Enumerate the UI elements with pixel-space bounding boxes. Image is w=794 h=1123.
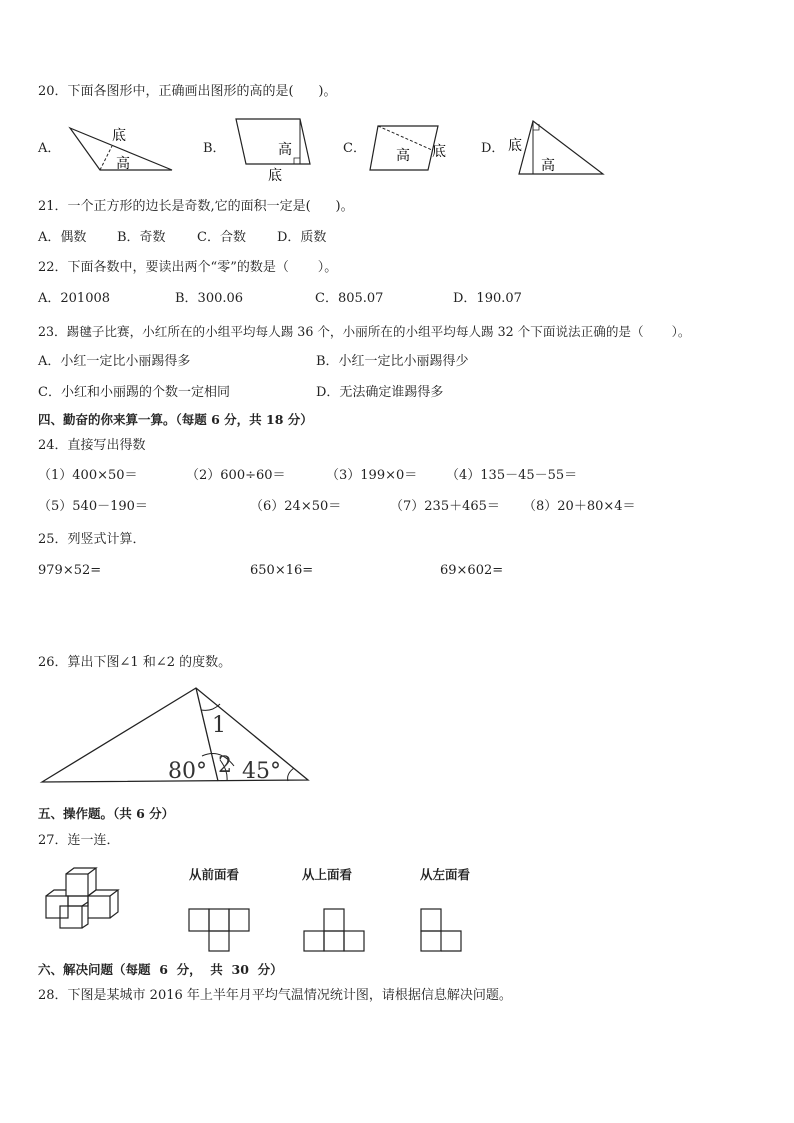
q24-item-1: （1）400×50＝: [38, 468, 138, 483]
q24-item-6: （6）24×50＝: [250, 499, 342, 514]
q26-angle80-label: 80°: [168, 759, 207, 784]
q20-option-a-label: A．: [38, 141, 61, 156]
q27-view-top: 从上面看: [302, 867, 353, 882]
q24-item-8: （8）20＋80×4＝: [523, 499, 636, 514]
q24-item-3: （3）199×0＝: [326, 468, 418, 483]
q27-top-view-figure: [303, 908, 369, 954]
q20-b-height: 高: [278, 142, 292, 158]
q22-stem: 22．下面各数中，要读出两个“零”的数是（ ）。: [38, 260, 338, 275]
q27-view-front: 从前面看: [189, 867, 240, 882]
q25-item-3: 69×602=: [440, 563, 504, 578]
q20-option-c-label: C．: [343, 141, 366, 156]
q20-option-b-label: B．: [203, 141, 226, 156]
q20-b-base: 底: [268, 168, 282, 184]
q23-option-c: C．小红和小丽踢的个数一定相同: [38, 385, 230, 400]
q27-view-left: 从左面看: [420, 867, 471, 882]
q23-stem: 23．踢毽子比赛，小红所在的小组平均每人踢 36 个，小丽所在的小组平均每人踢 32 个下面说法正确的是（ ）。: [38, 324, 691, 339]
q23-option-a: A．小红一定比小丽踢得多: [38, 354, 191, 369]
q24-item-2: （2）600÷60＝: [186, 468, 286, 483]
q26-angle2-label: 2: [218, 753, 232, 778]
q26-stem: 26．算出下图∠1 和∠2 的度数。: [38, 655, 232, 670]
q22-option-b: B．300.06: [175, 291, 244, 306]
section5-title: 五、操作题。（共 6 分）: [38, 806, 175, 821]
q20-a-height: 高: [116, 156, 130, 172]
q24-stem: 24．直接写出得数: [38, 438, 146, 453]
q20-figure-d: [505, 118, 610, 180]
q20-option-d-label: D．: [481, 141, 505, 156]
q24-item-5: （5）540－190＝: [38, 499, 148, 514]
q22-option-a: A．201008: [38, 291, 111, 306]
q20-figure-a: [60, 120, 180, 176]
q24-item-7: （7）235＋465＝: [390, 499, 500, 514]
q20-figure-c: [368, 120, 460, 176]
q26-angle1-label: 1: [212, 713, 226, 738]
q21-option-b: B．奇数: [117, 230, 166, 245]
q20-c-base: 底: [432, 144, 446, 160]
q25-item-2: 650×16=: [250, 563, 314, 578]
q24-item-4: （4）135－45－55＝: [446, 468, 578, 483]
q27-cube-stack-figure: [42, 864, 138, 934]
q22-option-d: D．190.07: [453, 291, 522, 306]
q25-stem: 25．列竖式计算．: [38, 532, 146, 547]
section4-title: 四、勤奋的你来算一算。（每题 6 分，共 18 分）: [38, 412, 313, 427]
q20-d-height: 高: [541, 158, 555, 174]
q25-item-1: 979×52=: [38, 563, 102, 578]
q26-triangle-figure: [36, 684, 316, 788]
q27-front-view-figure: [188, 908, 254, 954]
q26-angle45-label: 45°: [242, 759, 281, 784]
q20-a-base: 底: [112, 128, 126, 144]
q20-c-height: 高: [396, 148, 410, 164]
q21-option-c: C．合数: [197, 230, 246, 245]
q28-stem: 28．下图是某城市 2016 年上半年月平均气温情况统计图，请根据信息解决问题。: [38, 988, 512, 1003]
q23-option-b: B．小红一定比小丽踢得少: [316, 354, 469, 369]
q20-d-base: 底: [508, 138, 522, 154]
q20-stem: 20．下面各图形中，正确画出图形的高的是( )。: [38, 84, 337, 99]
q21-option-a: A．偶数: [38, 230, 87, 245]
q23-option-d: D．无法确定谁踢得多: [316, 385, 444, 400]
q21-stem: 21．一个正方形的边长是奇数,它的面积一定是( )。: [38, 199, 354, 214]
q27-stem: 27．连一连．: [38, 833, 120, 848]
q20-figure-b: [228, 114, 318, 186]
q27-left-view-figure: [420, 908, 466, 954]
q21-option-d: D．质数: [277, 230, 327, 245]
q22-option-c: C．805.07: [315, 291, 384, 306]
section6-title: 六、解决问题（每题 6 分， 共 30 分）: [38, 962, 283, 977]
